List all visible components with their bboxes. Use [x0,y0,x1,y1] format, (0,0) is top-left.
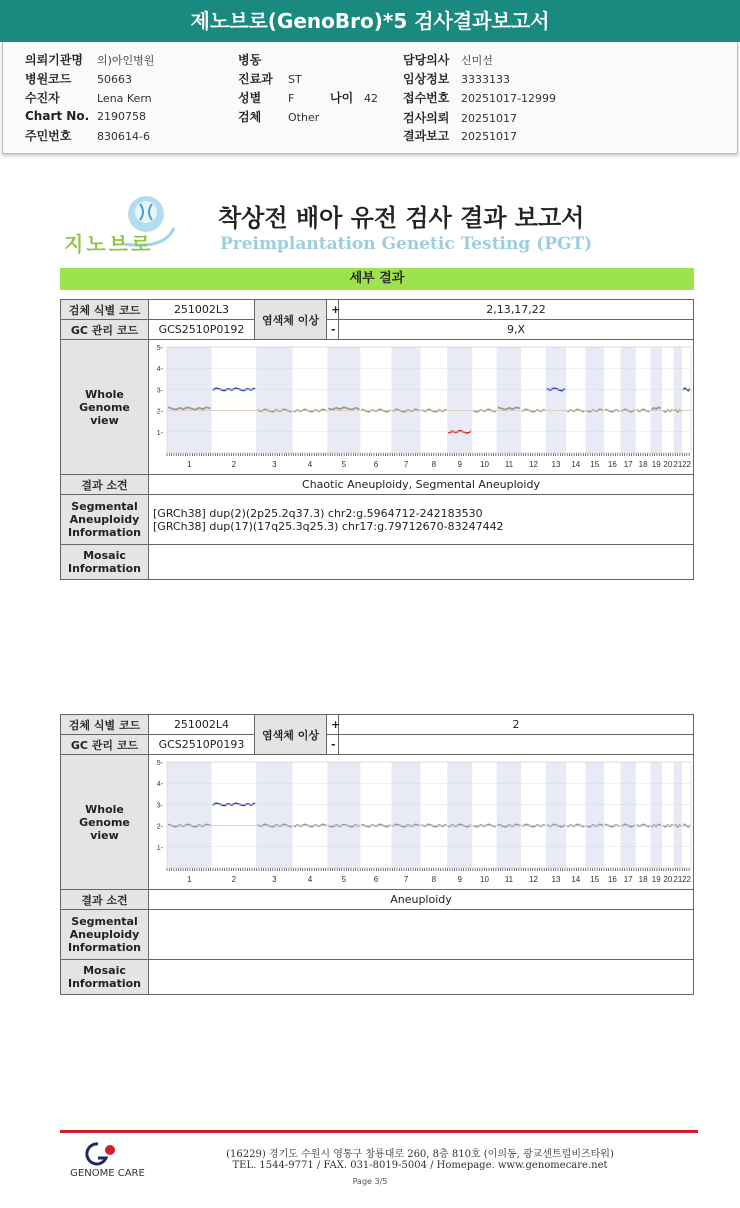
y-tick-label: 4- [156,365,163,373]
chromosome-tick-label: 2 [231,459,237,469]
info-sex: 성별 F [238,91,295,105]
whole-genome-label: Whole Genome view [61,340,149,475]
patient-info-box [2,42,738,154]
chromosome-band [585,762,604,868]
mosaic-value [149,545,694,580]
chromosome-tick-label: 19 [651,874,661,884]
finding-label: 결과 소견 [61,475,149,495]
chromosome-tick-label: 9 [457,874,462,884]
info-department: 진료과 ST [238,72,302,86]
chromosome-tick-label: 4 [307,874,313,884]
finding-label: 결과 소견 [61,890,149,910]
loss-symbol: - [327,320,339,340]
info-institution: 의뢰기관명 의)아인병원 [25,53,155,67]
abnormal-label: 염색체 이상 [255,715,327,755]
plot-area [167,347,691,453]
chromosome-band [447,762,472,868]
info-specimen: 검체 Other [238,110,320,124]
result-table-1 [60,299,694,580]
chromosome-band [256,762,293,868]
chromosome-tick-label: 1 [187,874,192,884]
chromosome-tick-label: 5 [341,874,347,884]
gain-symbol: + [327,300,339,320]
segmental-value [149,910,694,960]
info-patient: 수진자 Lena Kern [25,91,152,105]
sample-id-value: 251002L3 [149,300,255,320]
whole-genome-label: Whole Genome view [61,755,149,890]
chromosome-tick-label: 7 [403,874,409,884]
chromosome-band [546,347,566,453]
chromosome-tick-label: 15 [590,874,600,884]
chromosome-band [546,762,566,868]
gc-code-label: GC 관리 코드 [61,320,149,340]
chromosome-tick-label: 19 [651,459,661,469]
chromosome-tick-label: 14 [571,874,581,884]
chromosome-tick-label: 21 [673,459,683,469]
chromosome-tick-label: 5 [341,459,347,469]
segmental-line: [GRCh38] dup(17)(17q25.3q25.3) chr17:g.79712670-83247442 [153,519,504,533]
chromosome-tick-label: 18 [638,874,648,884]
sample-id-label: 검체 식별 코드 [61,300,149,320]
chromosome-tick-label: 8 [431,874,437,884]
whole-genome-plot-cell [149,340,694,475]
y-tick-label: 2- [156,408,163,416]
segmental-label: Segmental Aneuploidy Information [61,910,149,960]
info-receipt-no: 접수번호 20251017-12999 [403,91,556,105]
sample-id-value: 251002L4 [149,715,255,735]
chromosome-tick-label: 11 [504,459,514,469]
chromosome-tick-label: 17 [623,874,633,884]
chromosome-tick-label: 12 [529,459,538,469]
chromosome-tick-label: 9 [457,459,462,469]
chromosome-band [167,762,212,868]
chromosome-tick-label: 10 [480,874,489,884]
chromosome-tick-label: 10 [480,459,489,469]
info-report-date: 결과보고 20251017 [403,129,517,143]
chromosome-band [497,347,522,453]
chromosome-tick-label: 13 [551,874,561,884]
chromosome-tick-label: 16 [607,874,617,884]
y-tick-label: 2- [156,823,163,831]
chromosome-tick-label: 1 [187,459,192,469]
whole-genome-plot [153,756,697,889]
gc-code-value: GCS2510P0192 [149,320,255,340]
chromosome-band [167,347,212,453]
info-chart-no: Chart No. 2190758 [25,109,146,123]
chromosome-band [392,762,421,868]
chromosome-tick-label: 16 [607,459,617,469]
chromosome-tick-label: 18 [638,459,648,469]
chromosome-tick-label: 12 [529,874,538,884]
gc-code-value: GCS2510P0193 [149,735,255,755]
chromosome-band [674,347,682,453]
gain-value: 2,13,17,22 [339,300,694,320]
chromosome-tick-label: 6 [373,459,379,469]
chromosome-tick-label: 4 [307,459,313,469]
chromosome-band [327,762,360,868]
info-ward: 병동 [238,53,262,67]
chromosome-tick-label: 22 [682,459,691,469]
whole-genome-plot [153,341,697,474]
chromosome-band [585,347,604,453]
chromosome-tick-label: 21 [673,874,683,884]
segmental-label: Segmental Aneuploidy Information [61,495,149,545]
company-name: GENOME CARE [70,1168,145,1179]
chromosome-tick-label: 2 [231,874,237,884]
chromosome-band [650,762,662,868]
info-resident-no: 주민번호 830614-6 [25,129,150,143]
abnormal-label: 염색체 이상 [255,300,327,340]
whole-genome-plot-cell [149,755,694,890]
finding-value: Aneuploidy [149,890,694,910]
y-tick-label: 5- [156,344,163,352]
y-tick-label: 3- [156,801,163,809]
y-tick-label: 1- [156,429,163,437]
section-title: 세부 결과 [60,268,694,290]
chromosome-band [256,347,293,453]
result-table-2 [60,714,694,995]
mosaic-label: Mosaic Information [61,960,149,995]
y-tick-label: 5- [156,759,163,767]
chromosome-band [497,762,522,868]
chromosome-band [621,762,636,868]
loss-symbol: - [327,735,339,755]
segmental-line: [GRCh38] dup(2)(2p25.2q37.3) chr2:g.5964712-242183530 [153,506,483,520]
chromosome-tick-label: 17 [623,459,633,469]
info-doctor: 담당의사 신미선 [403,53,493,67]
plot-area [167,762,691,868]
chromosome-band [447,347,472,453]
info-age: 나이 42 [330,91,378,105]
y-tick-label: 3- [156,386,163,394]
segmental-value [149,495,694,545]
chromosome-tick-label: 3 [272,459,277,469]
chromosome-tick-label: 20 [663,459,673,469]
y-tick-label: 1- [156,844,163,852]
report-heading: 착상전 배아 유전 검사 결과 보고서 [218,204,585,232]
footer-divider [60,1130,698,1133]
chromosome-tick-label: 15 [590,459,600,469]
chromosome-tick-label: 8 [431,459,437,469]
gc-code-label: GC 관리 코드 [61,735,149,755]
sample-id-label: 검체 식별 코드 [61,715,149,735]
chromosome-tick-label: 6 [373,874,379,884]
mosaic-value [149,960,694,995]
info-clinical: 임상정보 3333133 [403,72,510,86]
chromosome-tick-label: 14 [571,459,581,469]
chromosome-tick-label: 20 [663,874,673,884]
chromosome-band [650,347,662,453]
genome-care-logo-icon [80,1140,124,1168]
loss-value: 9,X [339,320,694,340]
mosaic-label: Mosaic Information [61,545,149,580]
info-hospital-code: 병원코드 50663 [25,72,132,86]
gain-value: 2 [339,715,694,735]
report-title: 제노브로(GenoBro)*5 검사결과보고서 [0,0,740,42]
finding-value: Chaotic Aneuploidy, Segmental Aneuploidy [149,475,694,495]
report-subheading: Preimplantation Genetic Testing (PGT) [220,234,593,254]
chromosome-tick-label: 3 [272,874,277,884]
y-tick-label: 4- [156,780,163,788]
chromosome-tick-label: 22 [682,874,691,884]
chromosome-band [674,762,682,868]
footer-contact: TEL. 1544-9771 / FAX. 031-8019-5004 / Homepage. www.genomecare.net [232,1160,608,1171]
footer-address: (16229) 경기도 수원시 영통구 창룡대로 260, 8층 810호 (이의동, 광교센트럴비즈타워) [226,1149,614,1160]
chromosome-tick-label: 13 [551,459,561,469]
loss-value [339,735,694,755]
chromosome-band [327,347,360,453]
chromosome-band [621,347,636,453]
page-number: Page 3/5 [352,1177,388,1186]
chromosome-tick-label: 11 [504,874,514,884]
logo-text: 지노브로 [64,232,154,256]
chromosome-band [392,347,421,453]
gain-symbol: + [327,715,339,735]
chromosome-tick-label: 7 [403,459,409,469]
info-request-date: 검사의뢰 20251017 [403,111,517,125]
